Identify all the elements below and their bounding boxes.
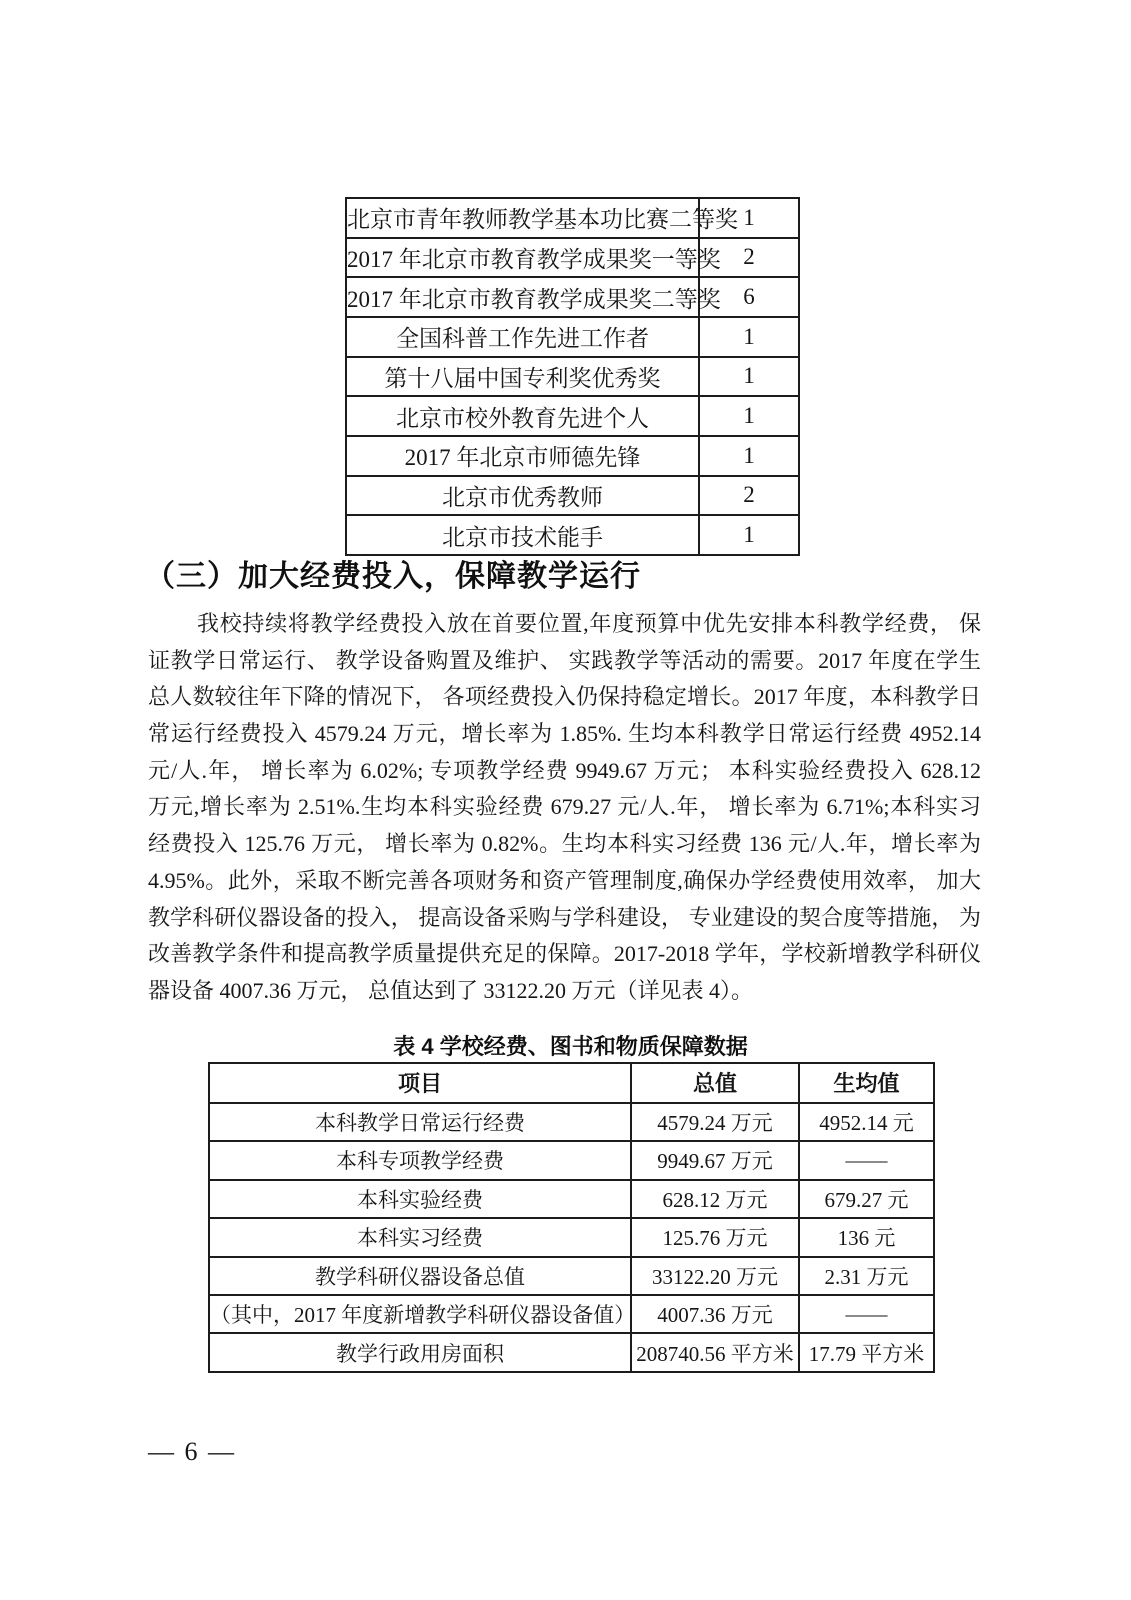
percapita-cell: 136 元 [799, 1218, 934, 1256]
total-cell: 125.76 万元 [631, 1218, 799, 1256]
total-cell: 208740.56 平方米 [631, 1333, 799, 1372]
table-row [209, 1295, 934, 1333]
total-cell: 9949.67 万元 [631, 1141, 799, 1179]
paragraph-line: 我校持续将教学经费投入放在首要位置,年度预算中优先安排本科教学经费， 保 [197, 611, 981, 636]
item-cell: 本科专项教学经费 [209, 1141, 631, 1179]
column-header-total: 总值 [631, 1063, 799, 1103]
award-count-cell: 2 [699, 238, 799, 278]
table-row [209, 1257, 934, 1295]
table-row [209, 1333, 934, 1372]
table-row [346, 476, 799, 516]
table-row [346, 238, 799, 278]
award-name-cell: 北京市青年教师教学基本功比赛二等奖 [346, 198, 699, 238]
award-count-cell: 1 [699, 198, 799, 238]
percapita-cell: 679.27 元 [799, 1180, 934, 1218]
item-cell: （其中，2017 年度新增教学科研仪器设备值） [209, 1295, 631, 1333]
award-count-cell: 1 [699, 515, 799, 555]
funding-table [208, 1062, 935, 1373]
award-count-cell: 2 [699, 476, 799, 516]
award-name-cell: 全国科普工作先进工作者 [346, 317, 699, 357]
total-cell: 33122.20 万元 [631, 1257, 799, 1295]
item-cell: 本科教学日常运行经费 [209, 1103, 631, 1141]
total-cell: 4579.24 万元 [631, 1103, 799, 1141]
award-name-cell: 2017 年北京市师德先锋 [346, 436, 699, 476]
award-count-cell: 1 [699, 317, 799, 357]
item-cell: 本科实习经费 [209, 1218, 631, 1256]
section-heading: （三）加大经费投入，保障教学运行 [145, 560, 641, 593]
award-name-cell: 2017 年北京市教育教学成果奖一等奖 [346, 238, 699, 278]
award-name-cell: 北京市优秀教师 [346, 476, 699, 516]
percapita-cell: 17.79 平方米 [799, 1333, 934, 1372]
table-caption: 表 4 学校经费、图书和物质保障数据 [393, 1034, 748, 1059]
percapita-cell: —— [799, 1295, 934, 1333]
item-cell: 本科实验经费 [209, 1180, 631, 1218]
paragraph-line: 总人数较往年下降的情况下， 各项经费投入仍保持稳定增长。2017 年度，本科教学日 [148, 684, 981, 710]
award-name-cell: 第十八届中国专利奖优秀奖 [346, 357, 699, 397]
award-count-cell: 6 [699, 277, 799, 317]
table-row [346, 436, 799, 476]
item-cell: 教学行政用房面积 [209, 1333, 631, 1372]
total-cell: 628.12 万元 [631, 1180, 799, 1218]
award-name-cell: 北京市校外教育先进个人 [346, 396, 699, 436]
paragraph-line: 器设备 4007.36 万元， 总值达到了 33122.20 万元（详见表 4）。 [148, 977, 754, 1003]
table-row [209, 1141, 934, 1179]
percapita-cell: 4952.14 元 [799, 1103, 934, 1141]
page-number: — 6 — [148, 1437, 236, 1466]
award-count-cell: 1 [699, 396, 799, 436]
table-header-row [209, 1063, 934, 1103]
table-row [346, 357, 799, 397]
table-row [346, 317, 799, 357]
column-header-percapita: 生均值 [799, 1063, 934, 1103]
paragraph-line: 万元,增长率为 2.51%.生均本科实验经费 679.27 元/人.年， 增长率为 6.71%;本科实习 [148, 794, 981, 820]
table-row [209, 1180, 934, 1218]
column-header-item: 项目 [209, 1063, 631, 1103]
paragraph-line: 4.95%。此外，采取不断完善各项财务和资产管理制度,确保办学经费使用效率， 加大 [148, 867, 981, 893]
award-name-cell: 2017 年北京市教育教学成果奖二等奖 [346, 277, 699, 317]
percapita-cell: —— [799, 1141, 934, 1179]
table-row [346, 198, 799, 238]
paragraph-line: 常运行经费投入 4579.24 万元，增长率为 1.85%. 生均本科教学日常运行经费 4952.14 [148, 721, 981, 747]
table-row [209, 1103, 934, 1141]
percapita-cell: 2.31 万元 [799, 1257, 934, 1295]
paragraph-line: 元/人.年， 增长率为 6.02%; 专项教学经费 9949.67 万元； 本科实验经费投入 628.12 [148, 757, 981, 783]
awards-table [345, 197, 800, 556]
total-cell: 4007.36 万元 [631, 1295, 799, 1333]
paragraph-line: 教学科研仪器设备的投入， 提高设备采购与学科建设， 专业建设的契合度等措施， 为 [148, 904, 981, 930]
award-name-cell: 北京市技术能手 [346, 515, 699, 555]
table-row [346, 515, 799, 555]
table-row [346, 277, 799, 317]
paragraph-line: 证教学日常运行、 教学设备购置及维护、 实践教学等活动的需要。2017 年度在学生 [148, 647, 981, 673]
item-cell: 教学科研仪器设备总值 [209, 1257, 631, 1295]
paragraph-line: 改善教学条件和提高教学质量提供充足的保障。2017-2018 学年，学校新增教学科研仪 [148, 941, 981, 967]
table-row [346, 396, 799, 436]
body-paragraph [148, 606, 981, 1010]
award-count-cell: 1 [699, 357, 799, 397]
award-count-cell: 1 [699, 436, 799, 476]
table-row [209, 1218, 934, 1256]
paragraph-line: 经费投入 125.76 万元， 增长率为 0.82%。生均本科实习经费 136 元/人.年，增长率为 [148, 831, 981, 857]
